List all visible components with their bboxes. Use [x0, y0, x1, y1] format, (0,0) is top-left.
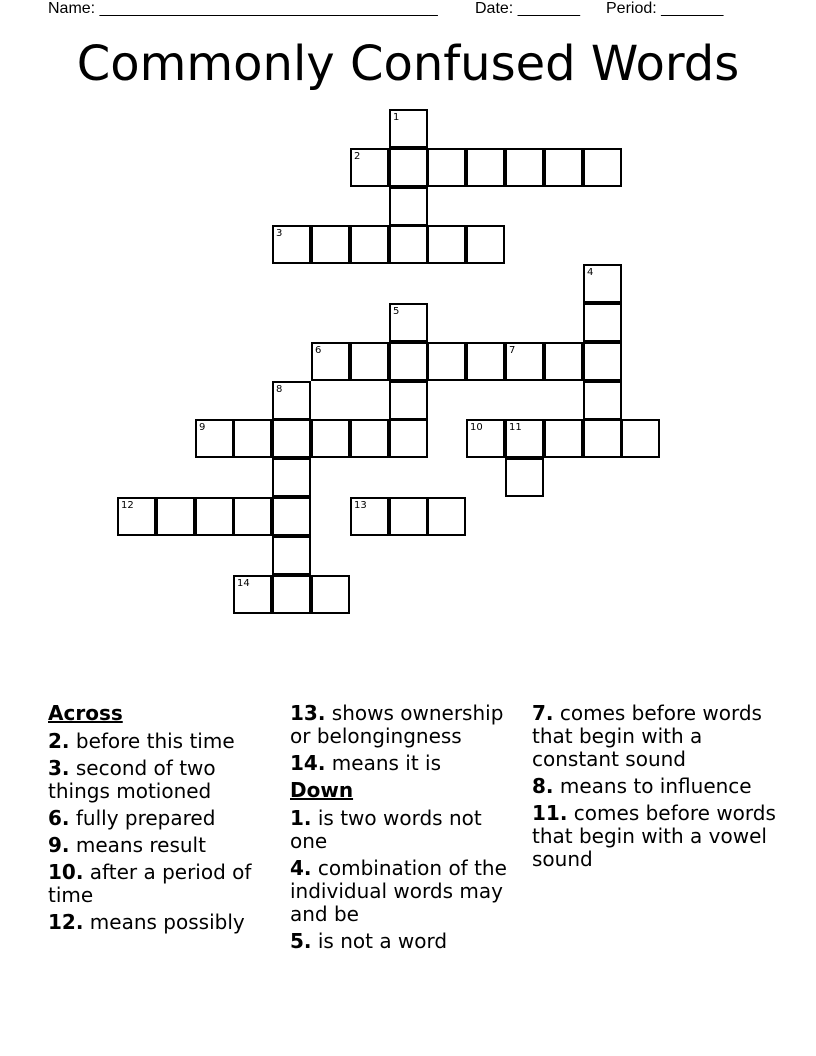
crossword-cell[interactable] — [272, 419, 311, 458]
clue-number: 7 — [509, 345, 516, 356]
crossword-cell[interactable] — [466, 342, 505, 381]
period-field[interactable]: Period: _______ — [606, 0, 724, 17]
crossword-cell[interactable] — [389, 225, 428, 264]
clue-number: 1 — [393, 112, 400, 123]
crossword-cell[interactable] — [583, 148, 622, 187]
clue-number: 8 — [276, 384, 283, 395]
crossword-cell[interactable] — [544, 148, 583, 187]
crossword-cell[interactable] — [195, 419, 234, 458]
clue-down-7: 7. comes before words that begin with a constant sound — [532, 701, 762, 771]
crossword-cell[interactable] — [233, 575, 272, 614]
clue-number: 6 — [315, 345, 322, 356]
crossword-cell[interactable] — [583, 381, 622, 420]
crossword-cell[interactable] — [311, 225, 350, 264]
crossword-cell[interactable] — [350, 148, 389, 187]
crossword-cell[interactable] — [389, 148, 428, 187]
clue-across-9: 9. means result — [48, 833, 206, 857]
clue-number: 3 — [276, 228, 283, 239]
crossword-cell[interactable] — [272, 575, 311, 614]
crossword-cell[interactable] — [466, 419, 505, 458]
crossword-cell[interactable] — [505, 148, 544, 187]
clue-number: 11 — [509, 422, 522, 433]
clue-number: 14 — [237, 578, 250, 589]
crossword-cell[interactable] — [272, 536, 311, 575]
clue-across-3: 3. second of two things motioned — [48, 756, 216, 803]
clue-number: 12 — [121, 500, 134, 511]
clues-column-1 — [48, 702, 278, 938]
crossword-cell[interactable] — [350, 225, 389, 264]
crossword-cell[interactable] — [389, 381, 428, 420]
crossword-cell[interactable] — [466, 148, 505, 187]
crossword-cell[interactable] — [389, 187, 428, 226]
clue-number: 10 — [470, 422, 483, 433]
clue-number: 4 — [587, 267, 594, 278]
crossword-cell[interactable] — [389, 109, 428, 148]
crossword-cell[interactable] — [427, 342, 466, 381]
clue-number: 5 — [393, 306, 400, 317]
across-heading: Across — [48, 701, 123, 725]
clue-down-1: 1. is two words not one — [290, 806, 482, 853]
crossword-cell[interactable] — [583, 342, 622, 381]
crossword-cell[interactable] — [311, 419, 350, 458]
crossword-cell[interactable] — [311, 342, 350, 381]
crossword-cell[interactable] — [583, 303, 622, 342]
crossword-cell[interactable] — [505, 342, 544, 381]
clue-across-10: 10. after a period of time — [48, 860, 252, 907]
crossword-cell[interactable] — [389, 342, 428, 381]
crossword-cell[interactable] — [583, 264, 622, 303]
clue-number: 13 — [354, 500, 367, 511]
crossword-cell[interactable] — [389, 419, 428, 458]
clue-across-12: 12. means possibly — [48, 910, 245, 934]
crossword-cell[interactable] — [233, 419, 272, 458]
crossword-cell[interactable] — [272, 458, 311, 497]
crossword-cell[interactable] — [427, 225, 466, 264]
crossword-cell[interactable] — [350, 497, 389, 536]
clue-across-6: 6. fully prepared — [48, 806, 216, 830]
down-heading: Down — [290, 778, 354, 802]
crossword-cell[interactable] — [544, 342, 583, 381]
crossword-cell[interactable] — [272, 381, 311, 420]
crossword-cell[interactable] — [427, 148, 466, 187]
name-field[interactable]: Name: ______________________________________ — [48, 0, 438, 17]
crossword-cell[interactable] — [350, 419, 389, 458]
crossword-cell[interactable] — [505, 458, 544, 497]
crossword-cell[interactable] — [117, 497, 156, 536]
clue-number: 2 — [354, 151, 361, 162]
crossword-cell[interactable] — [427, 497, 466, 536]
crossword-cell[interactable] — [389, 303, 428, 342]
page-title: Commonly Confused Words — [76, 36, 740, 92]
date-field[interactable]: Date: _______ — [475, 0, 580, 17]
clues-column-3 — [532, 702, 777, 875]
crossword-cell[interactable] — [233, 497, 272, 536]
crossword-cell[interactable] — [466, 225, 505, 264]
clue-across-14: 14. means it is — [290, 751, 442, 775]
crossword-cell[interactable] — [272, 497, 311, 536]
crossword-cell[interactable] — [156, 497, 195, 536]
clue-down-4: 4. combination of the individual words may and be — [290, 856, 507, 926]
clue-across-2: 2. before this time — [48, 729, 235, 753]
clue-down-11: 11. comes before words that begin with a vowel sound — [532, 801, 776, 871]
crossword-cell[interactable] — [350, 342, 389, 381]
crossword-cell[interactable] — [505, 419, 544, 458]
clue-across-13: 13. shows ownership or belongingness — [290, 701, 504, 748]
clue-down-8: 8. means to influence — [532, 774, 752, 798]
crossword-cell[interactable] — [195, 497, 234, 536]
crossword-cell[interactable] — [583, 419, 622, 458]
clues-column-2 — [290, 702, 525, 957]
clue-number: 9 — [199, 422, 206, 433]
crossword-cell[interactable] — [389, 497, 428, 536]
clue-down-5: 5. is not a word — [290, 929, 448, 953]
crossword-cell[interactable] — [544, 419, 583, 458]
crossword-cell[interactable] — [272, 225, 311, 264]
crossword-cell[interactable] — [621, 419, 660, 458]
crossword-cell[interactable] — [311, 575, 350, 614]
